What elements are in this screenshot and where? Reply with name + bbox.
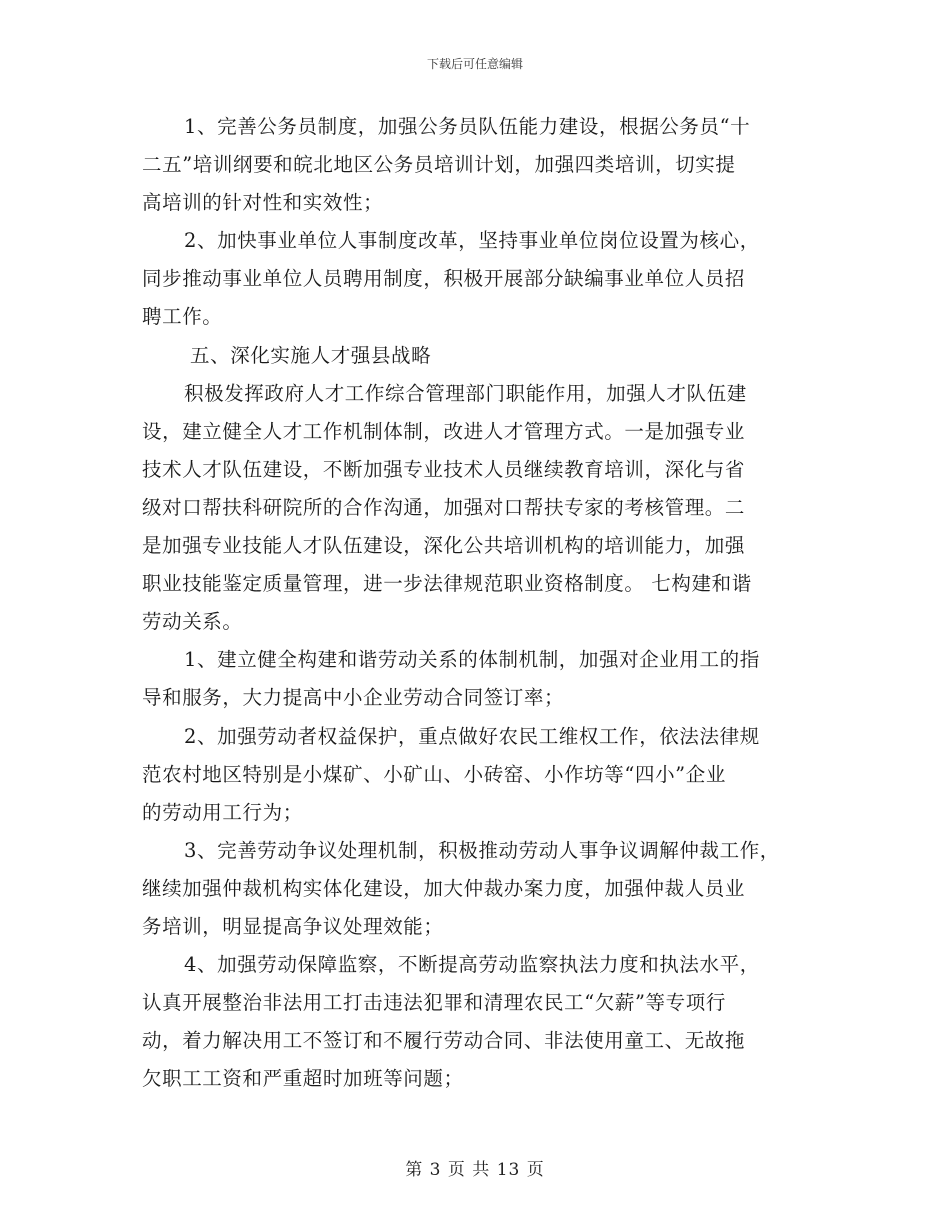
text-line: 4、加强劳动保障监察，不断提高劳动监察执法力度和执法水平， bbox=[184, 953, 760, 977]
text-line: 务培训，明显提高争议处理效能； bbox=[142, 914, 444, 938]
page-number: 第 3 页 共 13 页 bbox=[405, 1160, 545, 1180]
text-line: 职业技能鉴定质量管理，进一步法律规范职业资格制度。 七构建和谐 bbox=[142, 572, 752, 596]
text-line: 3、完善劳动争议处理机制，积极推动劳动人事争议调解仲裁工作， bbox=[184, 838, 780, 862]
text-line: 2、加快事业单位人事制度改革，坚持事业单位岗位设置为核心， bbox=[184, 229, 760, 253]
text-line: 积极发挥政府人才工作综合管理部门职能作用，加强人才队伍建 bbox=[184, 381, 747, 405]
section-heading: 五、深化实施人才强县战略 bbox=[190, 343, 432, 367]
text-line: 设，建立健全人才工作机制体制，改进人才管理方式。一是加强专业 bbox=[142, 419, 746, 443]
text-line: 高培训的针对性和实效性； bbox=[142, 191, 384, 215]
text-line: 劳动关系。 bbox=[142, 610, 243, 634]
text-line: 欠职工工资和严重超时加班等问题； bbox=[142, 1067, 464, 1091]
text-line: 同步推动事业单位人员聘用制度，积极开展部分缺编事业单位人员招 bbox=[142, 267, 746, 291]
text-line: 2、加强劳动者权益保护，重点做好农民工维权工作，依法法律规 bbox=[184, 724, 760, 748]
text-line: 技术人才队伍建设，不断加强专业技术人员继续教育培训，深化与省 bbox=[142, 457, 746, 481]
header-note: 下载后可任意编辑 bbox=[426, 57, 523, 71]
text-line: 范农村地区特别是小煤矿、小矿山、小砖窑、小作坊等“四小”企业 bbox=[142, 762, 726, 786]
text-line: 继续加强仲裁机构实体化建设，加大仲裁办案力度，加强仲裁人员业 bbox=[142, 876, 746, 900]
text-line: 1、建立健全构建和谐劳动关系的体制机制，加强对企业用工的指 bbox=[184, 648, 760, 672]
document-body bbox=[142, 108, 822, 1098]
text-line: 1、完善公务员制度，加强公务员队伍能力建设，根据公务员“十 bbox=[184, 115, 751, 138]
text-line: 是加强专业技能人才队伍建设，深化公共培训机构的培训能力，加强 bbox=[142, 534, 746, 558]
text-line: 级对口帮扶科研院所的合作沟通，加强对口帮扶专家的考核管理。二 bbox=[142, 495, 746, 519]
text-line: 导和服务，大力提高中小企业劳动合同签订率； bbox=[142, 686, 565, 710]
text-line: 动，着力解决用工不签订和不履行劳动合同、非法使用童工、无故拖 bbox=[142, 1029, 746, 1053]
text-line: 认真开展整治非法用工打击违法犯罪和清理农民工“欠薪”等专项行 bbox=[142, 991, 726, 1015]
text-line: 聘工作。 bbox=[142, 305, 223, 329]
text-line: 的劳动用工行为； bbox=[142, 800, 303, 824]
text-line: 二五”培训纲要和皖北地区公务员培训计划，加强四类培训，切实提 bbox=[142, 153, 736, 177]
